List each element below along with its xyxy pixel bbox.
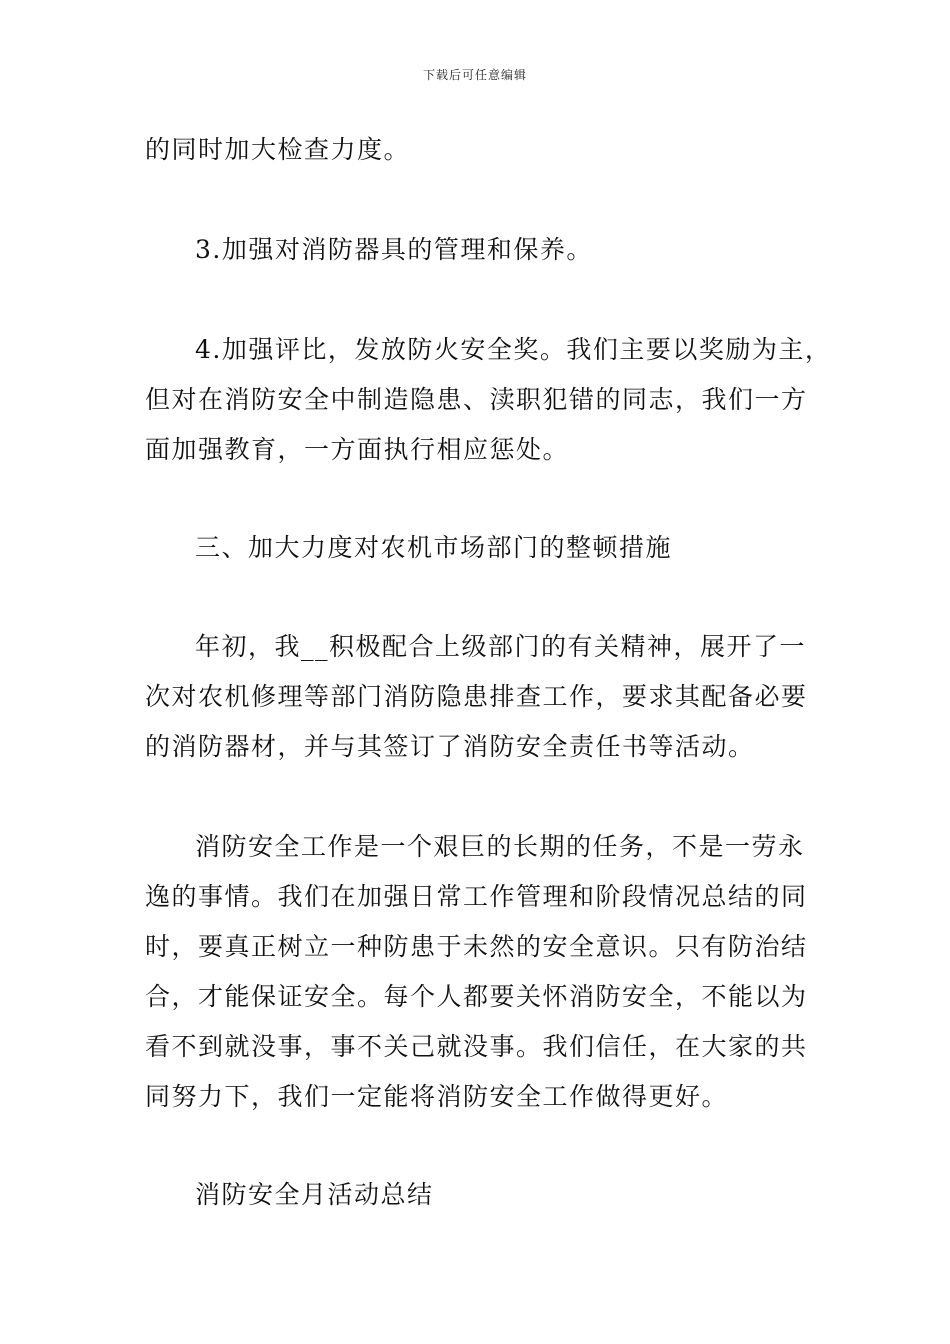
paragraph-line: 次对农机修理等部门消防隐患排查工作，要求其配备必要 bbox=[145, 682, 808, 711]
document-title: 消防安全月活动总结 bbox=[195, 1180, 434, 1209]
section-heading: 三、加大力度对农机市场部门的整顿措施 bbox=[195, 533, 673, 562]
paragraph-line: 但对在消防安全中制造隐患、渎职犯错的同志，我们一方 bbox=[145, 385, 808, 414]
paragraph-line: 时，要真正树立一种防患于未然的安全意识。只有防治结 bbox=[145, 932, 808, 961]
paragraph-line: 看不到就没事，事不关己就没事。我们信任，在大家的共 bbox=[145, 1032, 808, 1061]
paragraph-line: 面加强教育，一方面执行相应惩处。 bbox=[145, 435, 570, 464]
paragraph-line: 3.加强对消防器具的管理和保养。 bbox=[195, 235, 593, 264]
paragraph-line: 消防安全工作是一个艰巨的长期的任务，不是一劳永 bbox=[195, 832, 805, 861]
paragraph-line: 的消防器材，并与其签订了消防安全责任书等活动。 bbox=[145, 732, 755, 761]
paragraph-line: 合，才能保证安全。每个人都要关怀消防安全，不能以为 bbox=[145, 982, 808, 1011]
paragraph-line: 4.加强评比，发放防火安全奖。我们主要以奖励为主， bbox=[195, 335, 832, 364]
paragraph-line: 同努力下，我们一定能将消防安全工作做得更好。 bbox=[145, 1082, 729, 1111]
page-header: 下载后可任意编辑 bbox=[422, 68, 527, 82]
paragraph-line: 年初，我__积极配合上级部门的有关精神，展开了一 bbox=[195, 632, 807, 661]
paragraph-line: 的同时加大检查力度。 bbox=[145, 135, 411, 164]
paragraph-line: 逸的事情。我们在加强日常工作管理和阶段情况总结的同 bbox=[145, 882, 808, 911]
